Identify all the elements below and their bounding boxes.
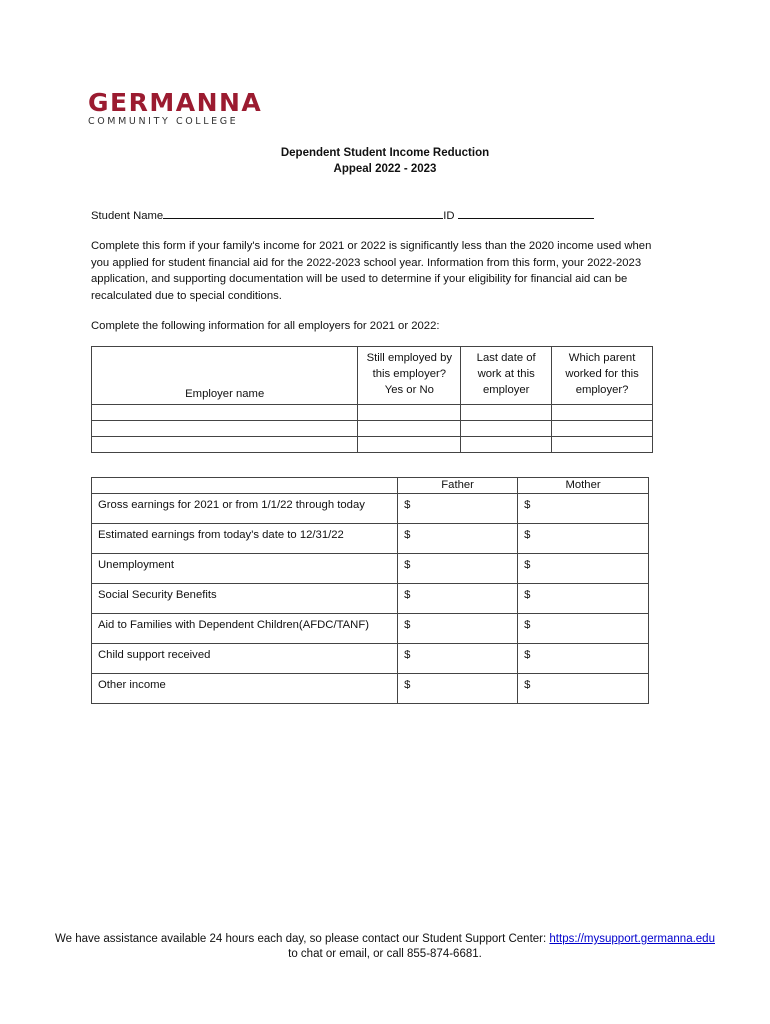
mother-amount-field[interactable]: $	[518, 554, 649, 584]
which-parent-cell[interactable]	[552, 421, 653, 437]
last-date-cell[interactable]	[461, 421, 552, 437]
header-mother: Mother	[518, 478, 649, 494]
footer-text: We have assistance available 24 hours each day, so please contact our Student Support Center:	[55, 933, 550, 945]
table-row	[92, 405, 653, 421]
employer-name-cell[interactable]	[92, 421, 358, 437]
form-title: Dependent Student Income Reduction	[280, 147, 490, 159]
employers-table	[91, 346, 653, 453]
still-employed-cell[interactable]	[358, 421, 461, 437]
table-row	[92, 524, 649, 554]
college-logo	[88, 90, 262, 127]
header-blank	[92, 478, 398, 494]
father-amount-field[interactable]: $	[398, 584, 518, 614]
income-type-label: Other income	[92, 674, 398, 704]
mother-amount-field[interactable]: $	[518, 584, 649, 614]
form-subtitle: Appeal 2022 - 2023	[333, 163, 437, 175]
footer-contact: to chat or email, or call 855-874-6681.	[288, 948, 482, 960]
student-id-field[interactable]	[458, 207, 594, 219]
father-amount-field[interactable]: $	[398, 644, 518, 674]
father-amount-field[interactable]: $	[398, 614, 518, 644]
income-type-label: Estimated earnings from today's date to 12/31/22	[92, 524, 398, 554]
table-row	[92, 674, 649, 704]
employer-name-cell[interactable]	[92, 405, 358, 421]
table-row	[92, 644, 649, 674]
income-type-label: Gross earnings for 2021 or from 1/1/22 through today	[92, 494, 398, 524]
mother-amount-field[interactable]: $	[518, 674, 649, 704]
father-amount-field[interactable]: $	[398, 524, 518, 554]
mother-amount-field[interactable]: $	[518, 524, 649, 554]
header-father: Father	[398, 478, 518, 494]
table-row	[92, 584, 649, 614]
mother-amount-field[interactable]: $	[518, 494, 649, 524]
last-date-cell[interactable]	[461, 405, 552, 421]
table-row	[92, 421, 653, 437]
header-last-date: Last date of work at this employer	[461, 347, 552, 405]
mother-amount-field[interactable]: $	[518, 644, 649, 674]
student-info-row	[91, 207, 666, 225]
father-amount-field[interactable]: $	[398, 494, 518, 524]
employer-name-cell[interactable]	[92, 437, 358, 453]
mother-amount-field[interactable]: $	[518, 614, 649, 644]
table-row	[92, 614, 649, 644]
table-row	[92, 554, 649, 584]
income-type-label: Child support received	[92, 644, 398, 674]
income-type-label: Social Security Benefits	[92, 584, 398, 614]
still-employed-cell[interactable]	[358, 405, 461, 421]
which-parent-cell[interactable]	[552, 437, 653, 453]
logo-subtitle: COMMUNITY COLLEGE	[88, 116, 239, 127]
table-row	[92, 437, 653, 453]
table-row	[92, 494, 649, 524]
which-parent-cell[interactable]	[552, 405, 653, 421]
footer-note	[0, 932, 770, 962]
father-amount-field[interactable]: $	[398, 554, 518, 584]
header-employer-name: Employer name	[92, 347, 358, 405]
logo-wordmark: GERMANNA	[88, 88, 263, 117]
student-name-field[interactable]	[163, 207, 443, 219]
support-link[interactable]: https://mysupport.germanna.edu	[549, 933, 715, 945]
employers-instructions: Complete the following information for all employers for 2021 or 2022:	[91, 320, 440, 332]
student-id-label: ID	[443, 210, 455, 222]
student-name-label: Student Name	[91, 210, 164, 222]
last-date-cell[interactable]	[461, 437, 552, 453]
header-which-parent: Which parent worked for this employer?	[552, 347, 653, 405]
father-amount-field[interactable]: $	[398, 674, 518, 704]
intro-paragraph: Complete this form if your family's income for 2021 or 2022 is significantly less than the 2020 income used when you applied for student financial aid for the 2022-2023 school year. Information from this form, your 2022-2023 application, and supporting documentation will be used to determine if your eligibility for financial aid can be recalculated due to special conditions.	[91, 240, 652, 302]
still-employed-cell[interactable]	[358, 437, 461, 453]
header-still-employed: Still employed by this employer? Yes or No	[358, 347, 461, 405]
income-type-label: Unemployment	[92, 554, 398, 584]
income-type-label: Aid to Families with Dependent Children(AFDC/TANF)	[92, 614, 398, 644]
income-table	[91, 477, 649, 704]
